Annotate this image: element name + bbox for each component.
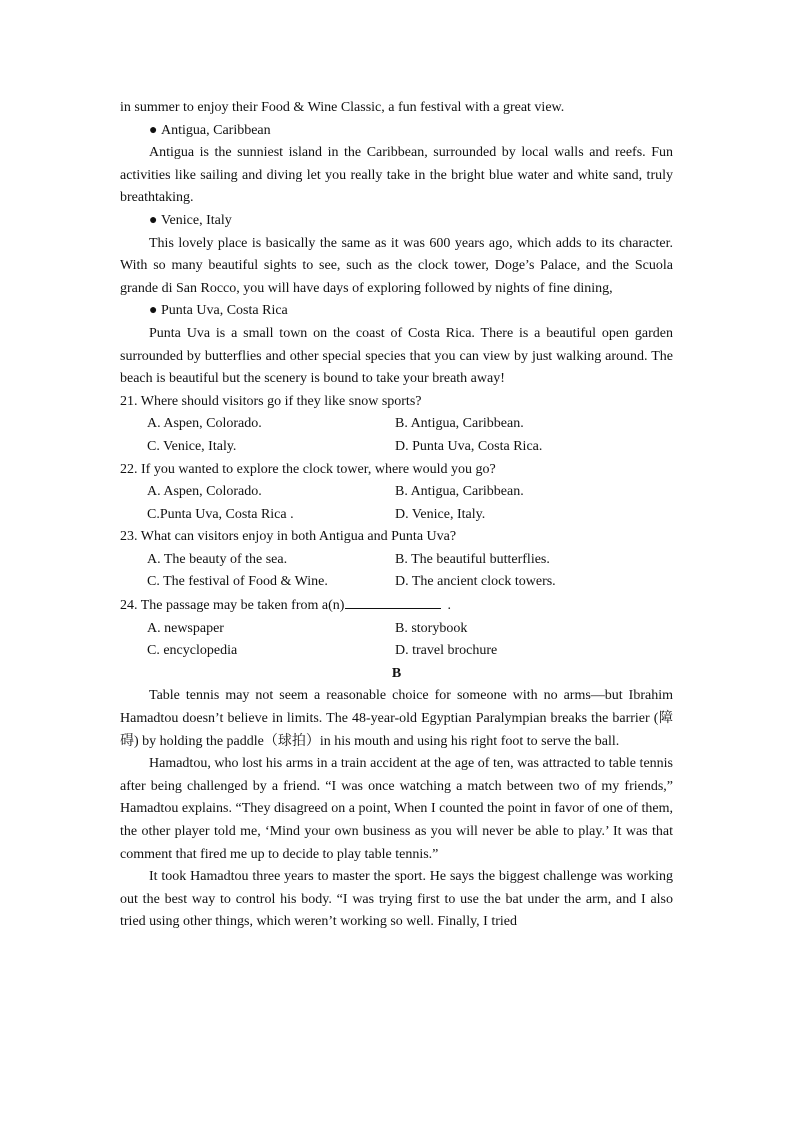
option-b: B. Antigua, Caribbean. — [395, 416, 524, 432]
document-page — [120, 97, 673, 934]
question-24-options — [120, 618, 673, 663]
place-heading-venice — [120, 210, 673, 233]
question-23: 23. What can visitors enjoy in both Antigua and Punta Uva? — [120, 529, 457, 545]
bullet-icon: ● — [149, 122, 158, 138]
question-24 — [120, 594, 673, 618]
option-c: C.Punta Uva, Costa Rica . — [147, 506, 294, 522]
option-a: A. newspaper — [147, 620, 224, 636]
option-b: B. storybook — [395, 620, 468, 636]
section-b-title: B — [391, 665, 402, 681]
question-24-stem: 24. The passage may be taken from a(n) — [120, 598, 345, 614]
passage-a-tail: in summer to enjoy their Food & Wine Classic, a fun festival with a great view. — [120, 100, 565, 115]
option-d: D. Punta Uva, Costa Rica. — [395, 438, 543, 454]
question-21: 21. Where should visitors go if they like snow sports? — [120, 393, 422, 409]
place-heading-punta-uva — [120, 300, 673, 323]
option-a: A. Aspen, Colorado. — [147, 484, 262, 500]
place-text-punta-uva: Punta Uva is a small town on the coast of Costa Rica. There is a beautiful open garden surrounded by butterflies and other special species that you can view by just walking around. The beach is beautiful but the scenery is bound to take your breath away! — [120, 325, 673, 387]
question-24-end: . — [447, 598, 451, 614]
answer-blank — [345, 594, 441, 609]
option-a: A. The beauty of the sea. — [147, 551, 288, 567]
section-b-paragraph-3: It took Hamadtou three years to master the sport. He says the biggest challenge was working out the best way to control his body. “I was trying first to use the bat under the arm, and I also tried using other things, which weren’t working so well. Finally, I tried — [120, 869, 673, 930]
option-b: B. The beautiful butterflies. — [395, 551, 550, 567]
option-b: B. Antigua, Caribbean. — [395, 484, 524, 500]
option-c: C. The festival of Food & Wine. — [147, 574, 328, 590]
option-d: D. travel brochure — [395, 643, 498, 659]
option-d: D. The ancient clock towers. — [395, 574, 556, 590]
question-23-options — [120, 549, 673, 594]
bullet-icon: ● — [149, 212, 158, 228]
section-b-paragraph-1: Table tennis may not seem a reasonable choice for someone with no arms—but Ibrahim Hamadtou doesn’t believe in limits. The 48-year-old Egyptian Paralympian breaks the barrier (障碍) by holding the paddle（球拍）in his mouth and using his right foot to serve the ball. — [120, 688, 673, 749]
place-name: Antigua, Caribbean — [161, 122, 271, 138]
place-text-antigua: Antigua is the sunniest island in the Caribbean, surrounded by local walls and reefs. Fun activities like sailing and diving let you really take in the bright blue water and white sand, truly breathtaking. — [120, 145, 673, 206]
bullet-icon: ● — [149, 303, 158, 319]
question-21-options — [120, 413, 673, 458]
option-a: A. Aspen, Colorado. — [147, 416, 262, 432]
option-c: C. encyclopedia — [147, 643, 238, 659]
option-d: D. Venice, Italy. — [395, 506, 486, 522]
place-heading-antigua — [120, 120, 673, 143]
place-name: Punta Uva, Costa Rica — [161, 303, 288, 319]
question-22: 22. If you wanted to explore the clock tower, where would you go? — [120, 461, 496, 477]
place-text-venice: This lovely place is basically the same as it was 600 years ago, which adds to its character. With so many beautiful sights to see, such as the clock tower, Doge’s Palace, and the Scuola grande di San Rocco, you will have days of exploring followed by nights of fine dining, — [120, 235, 673, 296]
section-b-paragraph-2: Hamadtou, who lost his arms in a train accident at the age of ten, was attracted to table tennis after being challenged by a friend. “I was once watching a match between two of my friends,” Hamadtou explains. “They disagreed on a point, When I counted the point in favor of one of them, the other player told me, ‘Mind your own business as you will never be able to play.’ It was that comment that fired me up to decide to play table tennis.” — [120, 756, 673, 862]
question-22-options — [120, 481, 673, 526]
place-name: Venice, Italy — [161, 212, 232, 228]
option-c: C. Venice, Italy. — [147, 438, 237, 454]
